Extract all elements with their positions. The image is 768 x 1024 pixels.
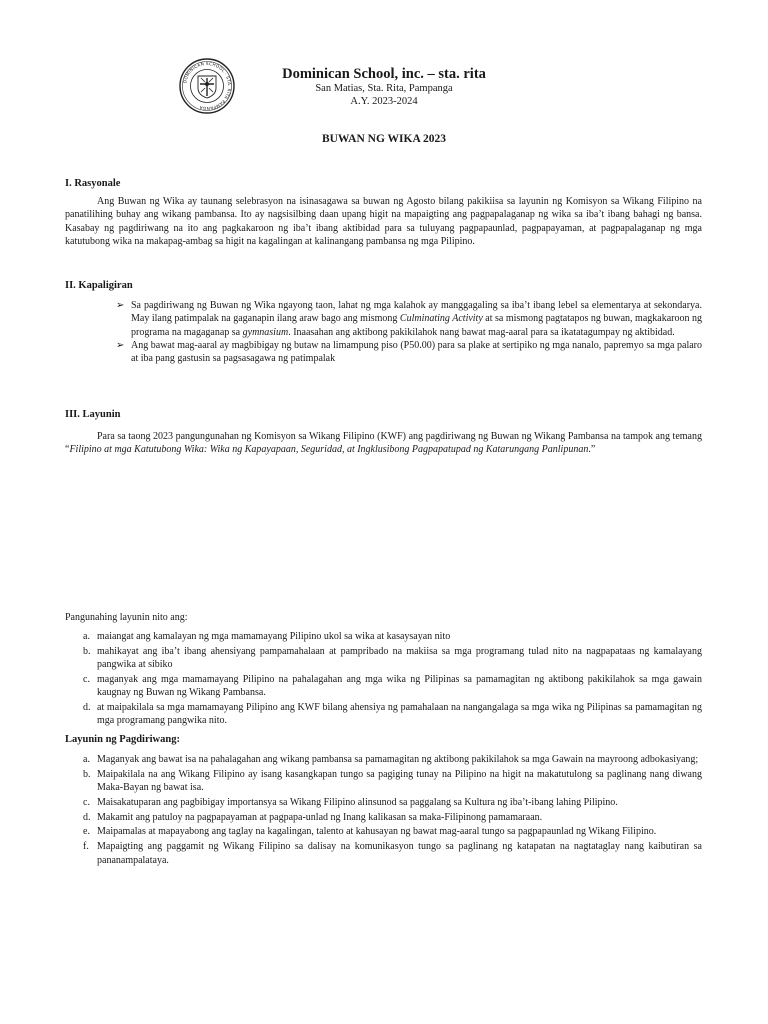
list-item: b. Maipakilala na ang Wikang Filipino ay isang kasangkapan tungo sa pagiging tunay na Pilipino na higit na makatutulong sa paglinang nang diwang Maka-Bayan ng bawat isa. xyxy=(83,768,702,794)
list-item: ➢ Sa pagdiriwang ng Buwan ng Wika ngayong taon, lahat ng mga kalahok ay manggagaling sa iba’t ibang lebel sa elementarya at sekondarya. May ilang patimpalak na gaganapin ilang araw bago ang mismong Culminating Activity at sa mismong pagtatapos ng buwan, magkakaroon ng programa na magaganap sa gymnasium. Inaasahan ang aktibong pakikilahok nang bawat mag-aaral para sa ikatatagumpay ng aktibidad. xyxy=(116,300,702,338)
academic-year: A.Y. 2023-2024 xyxy=(350,96,418,107)
school-name: Dominican School, inc. – sta. rita xyxy=(282,66,486,82)
list-item: a. maiangat ang kamalayan ng mga mamamayang Pilipino ukol sa wika at kasaysayan nito xyxy=(83,631,451,642)
list-item: d. at maipakilala sa mga mamamayang Pilipino ang KWF bilang ahensiya ng pamahalaan na nangangalaga sa mga wika ng Pilipinas sa pamamagitan ng mga programang pangwika nito. xyxy=(83,701,702,727)
document-title: BUWAN NG WIKA 2023 xyxy=(321,133,447,145)
kapaligiran-bullet-list xyxy=(116,299,702,365)
rasyonale-paragraph xyxy=(65,195,702,248)
rasyonale-text: Ang Buwan ng Wika ay taunang selebrasyon na isinasagawa sa buwan ng Agosto bilang pakikiisa sa layunin ng Komisyon sa Wikang Filipino na panatilihing buhay ang wikang pambansa. Ito ay nagsisilbing daan upang higit na mapaigting ang pagpapalaganap ng wika sa iba’t ibang bahagi ng bansa. Kasabay ng pagdiriwang na ito ang pagkakaroon ng iba’t ibang aktibidad para sa tuluyang pagpapaunlad, pagpapayaman, at pagpapalaganap ng mga katutubong wika na makapag-ambag sa higit na kagalingan at kalinangang pambansa ng mga Pilipino. xyxy=(65,196,702,247)
section-heading-layunin: III. Layunin xyxy=(65,409,121,420)
svg-text:DOMINICAN SCHOOL · STA. RITA P: DOMINICAN SCHOOL · STA. RITA PAMPANGA xyxy=(182,60,233,112)
list-item: d. Makamit ang patuloy na pagpapayaman at pagpapa-unlad ng Inang kalikasan sa maka-Filipinong pamamaraan. xyxy=(83,811,543,823)
section-heading-kapaligiran: II. Kapaligiran xyxy=(65,280,133,291)
list-item: b. mahikayat ang iba’t ibang ahensiyang pampamahalaan at pampribado na makiisa sa mga programang tulad nito na nagpapataas ng kamalayang pangwika at sibiko xyxy=(83,645,702,671)
main-objectives-list xyxy=(65,630,702,729)
layunin-theme: Filipino at mga Katutubong Wika: Wika ng Kapayapaan, Seguridad, at Ingklusibong Pagpapatupad ng Katarungang Panlipunan xyxy=(69,444,589,456)
list-item: e. Maipamalas at mapayabong ang taglay na kagalingan, talento at kahusayan ng bawat mag-aaral tungo sa pagpapaunlad ng Wikang Filipino. xyxy=(83,826,657,838)
celebration-objectives-label: Layunin ng Pagdiriwang: xyxy=(65,734,180,745)
arrow-bullet-icon: ➢ xyxy=(116,300,125,311)
section-heading-rasyonale: I. Rasyonale xyxy=(65,178,121,189)
school-address: San Matias, Sta. Rita, Pampanga xyxy=(315,83,453,94)
list-item: c. maganyak ang mga mamamayang Pilipino na pahalagahan ang mga wika ng Pilipinas sa pamamagitan ng aktibong pakikilahok sa mga gawain kaugnay ng Buwan ng Wikang Pambansa. xyxy=(83,673,702,699)
list-item: a. Maganyak ang bawat isa na pahalagahan ang wikang pambansa sa pamamagitan ng aktibong pakikilahok sa mga Gawain na mayroong adbokasiyang; xyxy=(83,754,699,765)
celebration-objectives-list xyxy=(65,753,702,868)
list-item: f. Mapaigting ang paggamit ng Wikang Filipino sa dalisay na komunikasyon tungo sa paglinang ng katapatan na nagtataglay nang kaibutiran sa pananampalataya. xyxy=(83,841,702,866)
list-item: c. Maisakatuparan ang pagbibigay importansya sa Wikang Filipino alinsunod sa paggalang sa Kultura ng iba’t-ibang lahing Pilipino. xyxy=(83,796,618,808)
layunin-intro-paragraph: Para sa taong 2023 pangungunahan ng Komisyon sa Wikang Filipino (KWF) ang pagdiriwang ng Buwan ng Wikang Pambansa na tampok ang temang “Filipino at mga Katutubong Wika: Wika ng Kapayapaan, Seguridad, at Ingklusibong Pagpapatupad ng Katarungang Panlipunan.” xyxy=(65,431,702,456)
main-objectives-label: Pangunahing layunin nito ang: xyxy=(65,612,188,623)
arrow-bullet-icon: ➢ xyxy=(116,339,125,351)
list-item: ➢ Ang bawat mag-aaral ay magbibigay ng butaw na limampung piso (P50.00) para sa plake at sertipiko ng mga nanalo, papremyo sa mga palaro at iba pang gastusin sa pagsasagawa ng patimpalak xyxy=(116,339,702,365)
